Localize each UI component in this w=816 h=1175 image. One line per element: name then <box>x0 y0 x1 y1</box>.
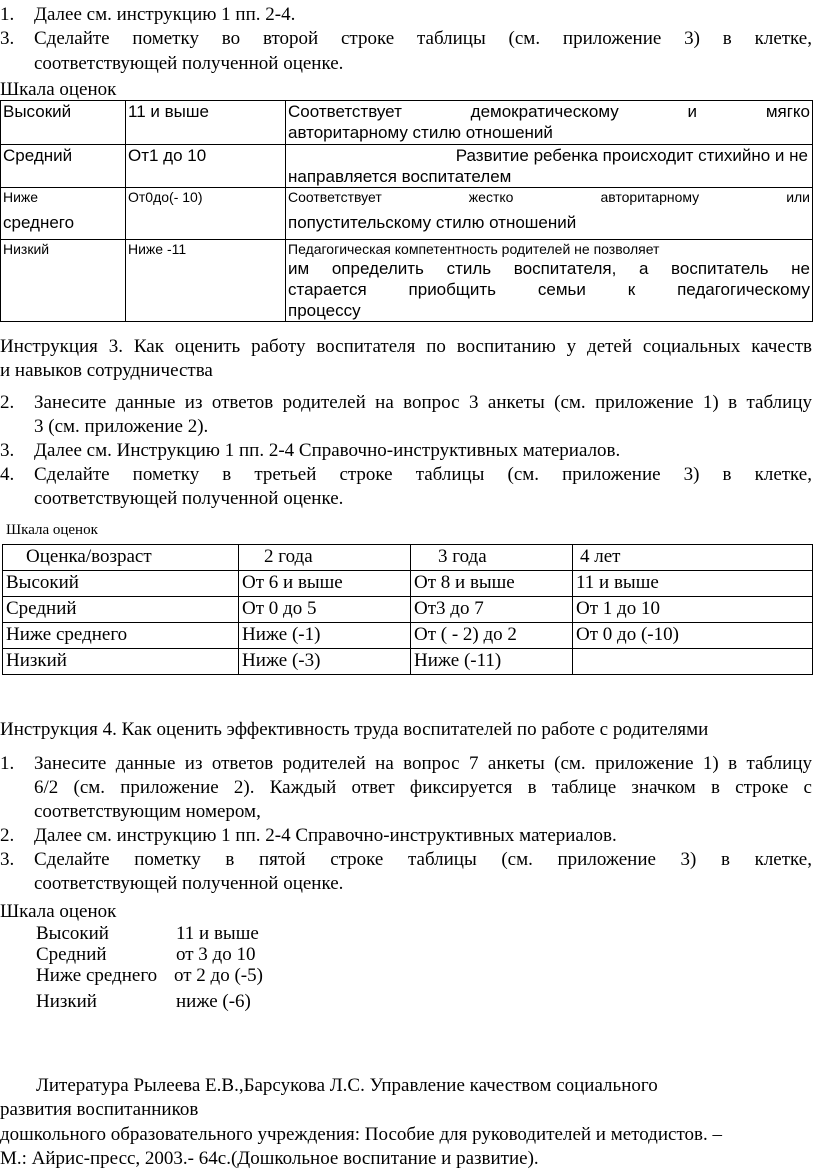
scale-label: Ниже среднего <box>36 965 158 986</box>
list-text: Сделайте пометку во второй строке таблицы (см. приложение 3) в клетке, <box>34 28 812 49</box>
scale-row <box>36 964 263 988</box>
scale-title: Шкала оценок <box>0 901 117 922</box>
scale-row <box>36 990 251 1014</box>
table-cell: От0до(- 10) <box>126 188 286 240</box>
table-header-row <box>3 545 813 571</box>
table-row <box>1 145 813 188</box>
table-header-cell: Оценка/возраст <box>3 545 239 571</box>
table-cell: Ниже (-3) <box>239 649 411 675</box>
table-cell: Соответствует жестко авторитарному или попустительскому стилю отношений <box>286 188 813 240</box>
table-cell: Средний <box>1 145 126 188</box>
table-cell: От 1 до 10 <box>573 597 813 623</box>
list-number: 2. <box>0 392 15 413</box>
list-text: 3 (см. приложение 2). <box>34 416 209 437</box>
list-text: Далее см. инструкцию 1 пп. 2-4. <box>34 4 296 25</box>
table-cell: Ниже среднего <box>3 623 239 649</box>
list-text: Далее см. Инструкцию 1 пп. 2-4 Справочно-инструктивных материалов. <box>34 440 621 461</box>
literature-line: дошкольного образовательного учреждения: Пособие для руководителей и методистов. – <box>0 1124 722 1145</box>
list-number: 2. <box>0 825 15 846</box>
table-header-cell: 2 года <box>239 545 411 571</box>
table-header-cell: 4 лет <box>573 545 813 571</box>
instruction-title-continuation: и навыков сотрудничества <box>0 360 213 381</box>
list-text: соответствующей полученной оценке. <box>34 488 344 509</box>
list-number: 4. <box>0 464 15 485</box>
list-text: соответствующей полученной оценке. <box>34 53 344 74</box>
table-cell: Низкий <box>3 649 239 675</box>
instruction-title: Инструкция 3. Как оценить работу воспитателя по воспитанию у детей социальных качеств <box>0 336 812 357</box>
scale-label: Высокий <box>36 923 109 944</box>
table-cell: От 0 до (-10) <box>573 623 813 649</box>
literature-line: Литература Рылеева Е.В.,Барсукова Л.С. Управление качеством социального <box>36 1075 658 1096</box>
literature-line: развития воспитанников <box>0 1099 199 1120</box>
table-cell: Ниже (-1) <box>239 623 411 649</box>
table-cell: 11 и выше <box>573 571 813 597</box>
list-number: 3. <box>0 440 15 461</box>
table-cell: 11 и выше <box>126 101 286 145</box>
scale-label: Средний <box>36 944 107 965</box>
table-cell: Развитие ребенка происходит стихийно и не направляется воспитателем <box>286 145 813 188</box>
table-cell: Ниже среднего <box>1 188 126 240</box>
table-cell <box>573 649 813 675</box>
table-cell: Высокий <box>3 571 239 597</box>
list-number: 1. <box>0 753 15 774</box>
table-cell: Высокий <box>1 101 126 145</box>
table-row <box>1 240 813 322</box>
list-text: Занесите данные из ответов родителей на вопрос 7 анкеты (см. приложение 1) в таблицу <box>34 753 812 774</box>
scale-value: от 2 до (-5) <box>174 965 263 986</box>
scale-value: ниже (-6) <box>176 991 251 1012</box>
table-cell: Средний <box>3 597 239 623</box>
list-text: Далее см. инструкцию 1 пп. 2-4 Справочно-инструктивных материалов. <box>34 825 617 846</box>
list-text: Занесите данные из ответов родителей на вопрос 3 анкеты (см. приложение 1) в таблицу <box>34 392 812 413</box>
table-header-cell: 3 года <box>411 545 573 571</box>
table-cell: Педагогическая компетентность родителей не позволяет им определить стиль воспитателя, а воспитатель не старается приобщить семьи к педагогическому процессу <box>286 240 813 322</box>
table-cell: От3 до 7 <box>411 597 573 623</box>
table-row <box>3 571 813 597</box>
list-text: Сделайте пометку в третьей строке таблицы (см. приложение 3) в клетке, <box>34 464 812 485</box>
scale-value: от 3 до 10 <box>176 944 256 965</box>
literature-line: М.: Айрис-пресс, 2003.- 64с.(Дошкольное воспитание и развитие). <box>0 1148 539 1169</box>
scale-title: Шкала оценок <box>6 522 98 538</box>
scale-value: 11 и выше <box>176 923 259 944</box>
table-cell: От 8 и выше <box>411 571 573 597</box>
list-number: 3. <box>0 28 15 49</box>
table-cell: От ( - 2) до 2 <box>411 623 573 649</box>
scale-table-2 <box>2 544 813 675</box>
list-text: соответствующим номером, <box>34 801 261 822</box>
list-number: 1. <box>0 4 15 25</box>
table-row <box>1 188 813 240</box>
table-row <box>3 623 813 649</box>
list-text: Сделайте пометку в пятой строке таблицы (см. приложение 3) в клетке, <box>34 849 812 870</box>
table-cell: От 6 и выше <box>239 571 411 597</box>
table-cell: Ниже -11 <box>126 240 286 322</box>
instruction-title: Инструкция 4. Как оценить эффективность труда воспитателей по работе с родителями <box>0 719 709 740</box>
table-row <box>3 649 813 675</box>
table-cell: От1 до 10 <box>126 145 286 188</box>
list-text: 6/2 (см. приложение 2). Каждый ответ фиксируется в таблице значком в строке с <box>34 777 812 798</box>
table-row <box>1 101 813 145</box>
scale-title: Шкала оценок <box>0 79 117 100</box>
scale-label: Низкий <box>36 991 97 1012</box>
list-text: соответствующей полученной оценке. <box>34 873 344 894</box>
table-cell: Соответствует демократическому и мягко авторитарному стилю отношений <box>286 101 813 145</box>
table-cell: Низкий <box>1 240 126 322</box>
scale-table-1 <box>0 100 813 322</box>
table-cell: От 0 до 5 <box>239 597 411 623</box>
table-row <box>3 597 813 623</box>
list-number: 3. <box>0 849 15 870</box>
table-cell: Ниже (-11) <box>411 649 573 675</box>
